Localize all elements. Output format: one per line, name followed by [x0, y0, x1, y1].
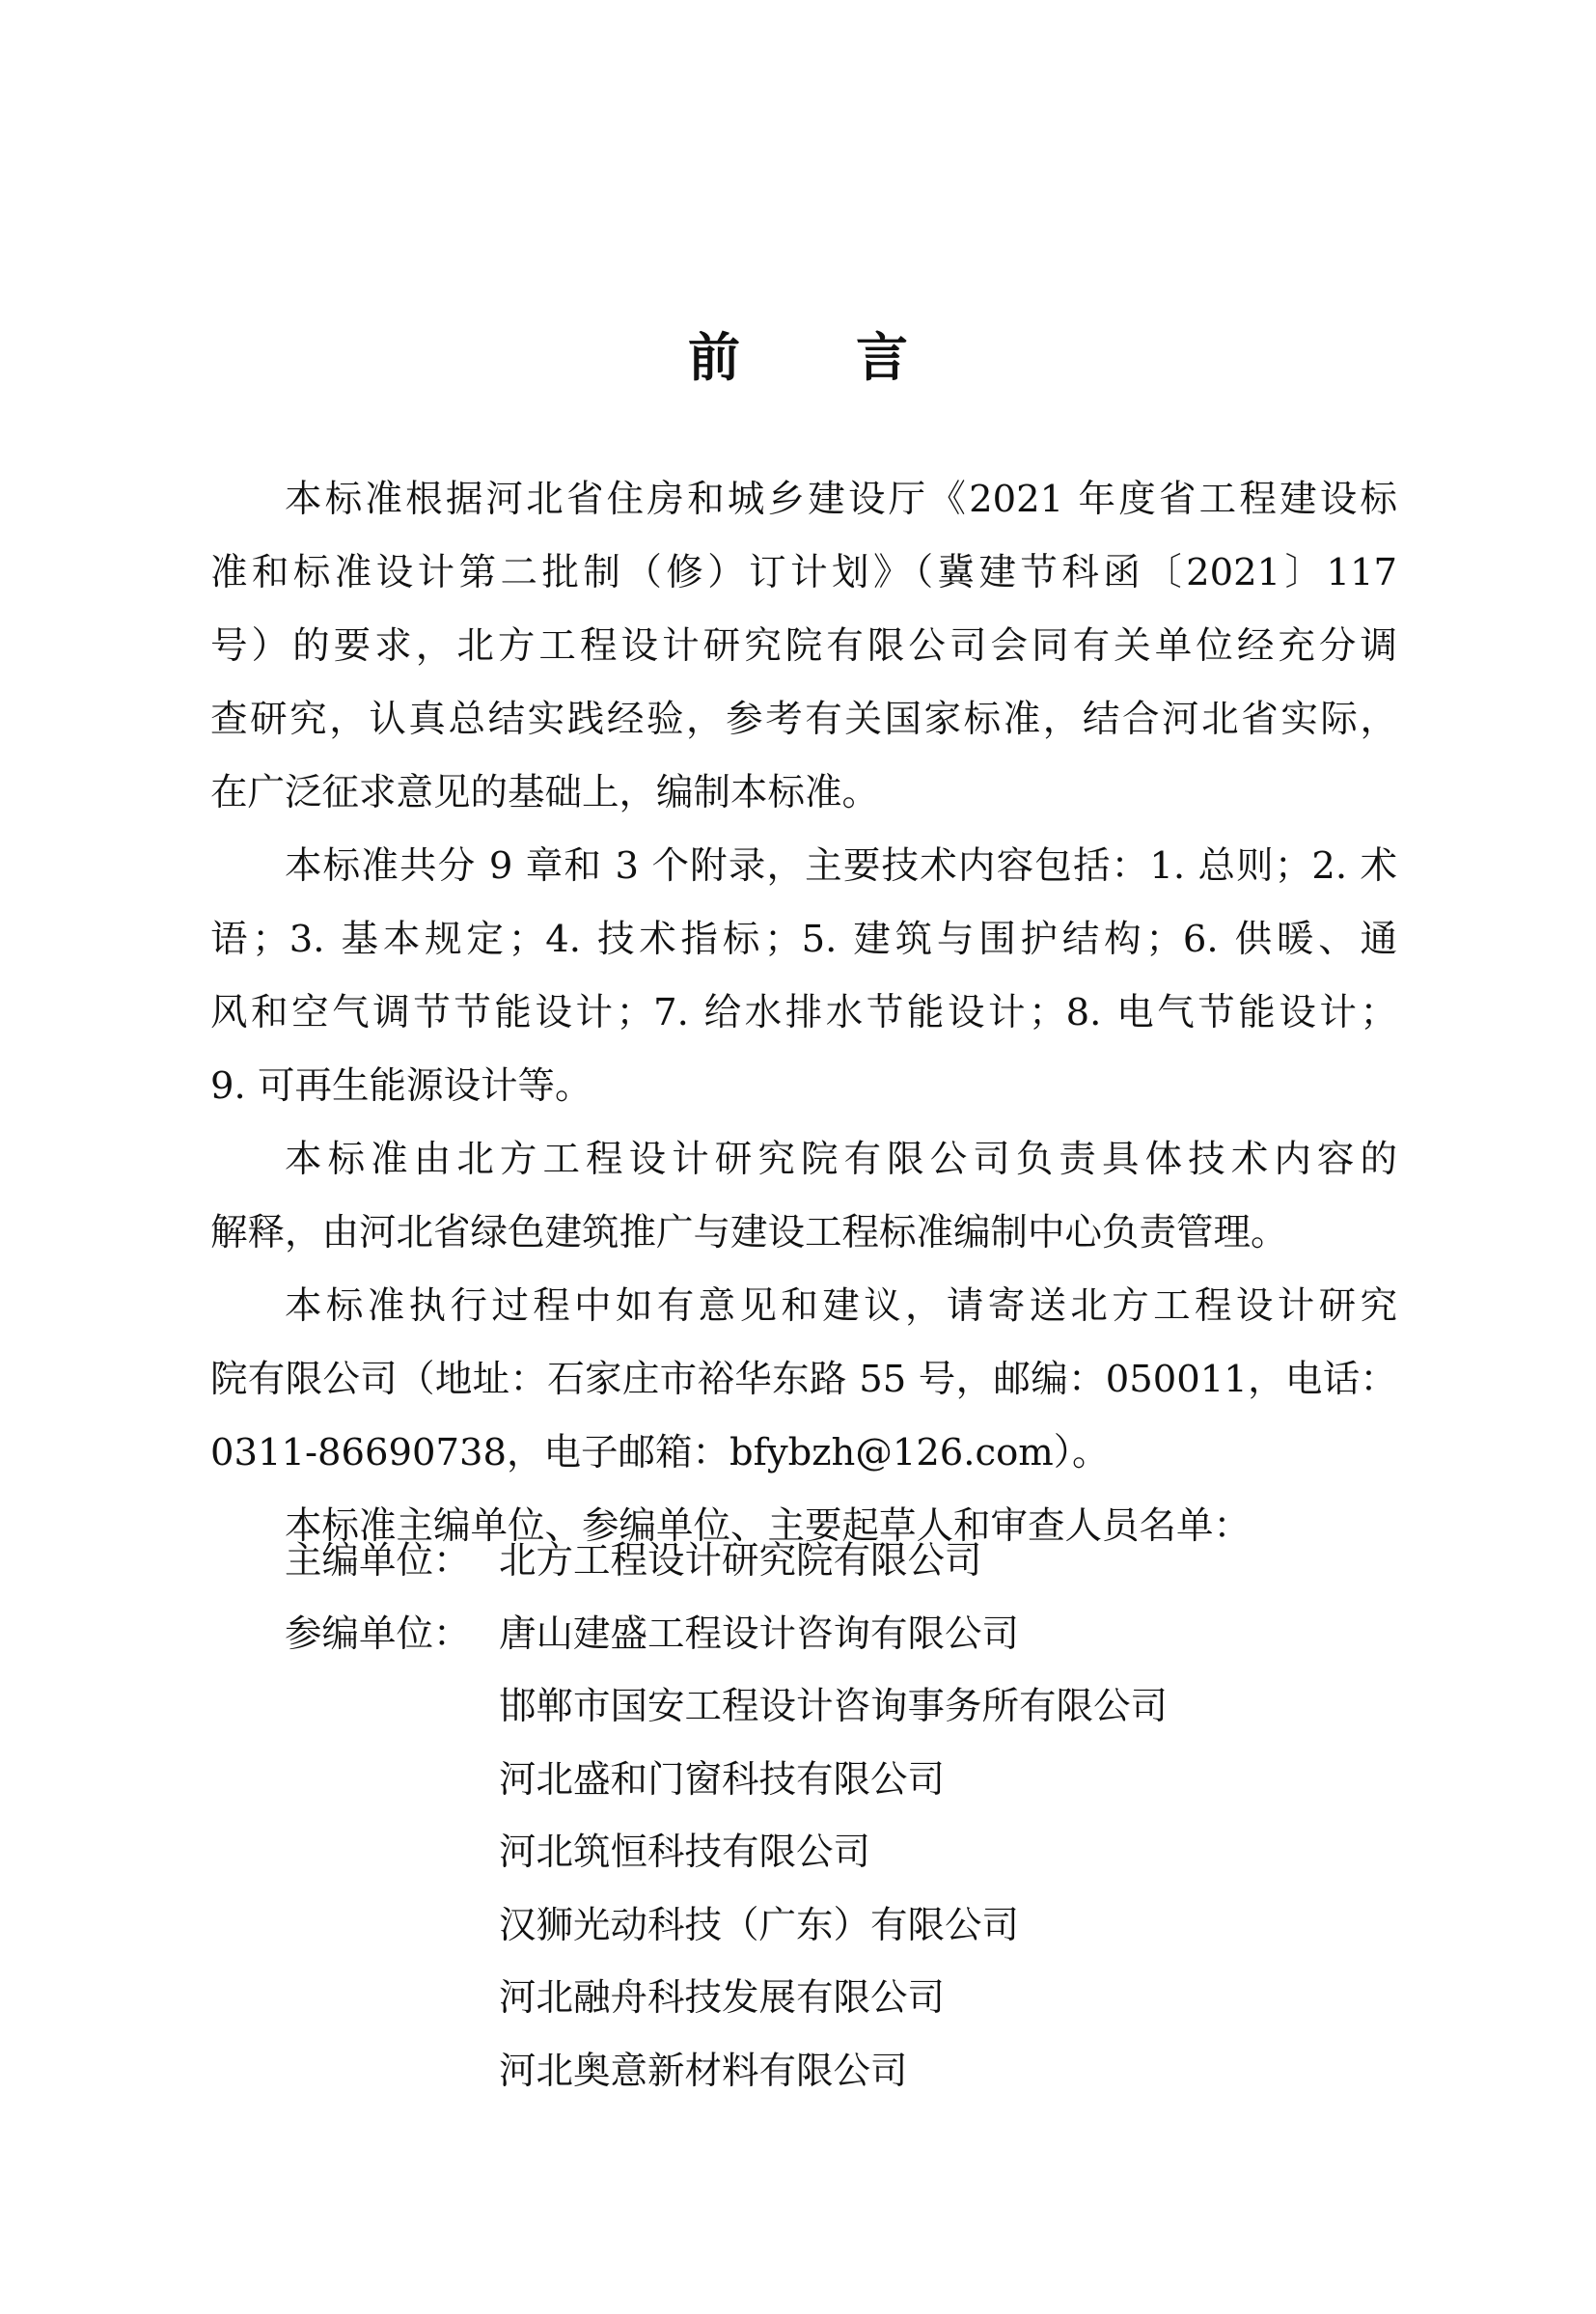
title-char-2: 言: [856, 326, 908, 388]
text-line: 查研究，认真总结实践经验，参考有关国家标准，结合河北省实际，: [210, 698, 1397, 741]
participating-unit-row: [0, 1598, 1596, 1671]
text-line: 在广泛征求意见的基础上，编制本标准。: [210, 771, 880, 814]
text-line: 本标准主编单位、参编单位、主要起草人和审查人员名单：: [285, 1504, 1252, 1548]
paragraph-2: [210, 830, 1397, 1123]
title-char-1: 前: [688, 326, 740, 388]
chief-unit-row: [0, 1525, 1596, 1598]
participating-unit-row: [0, 1889, 1596, 1963]
participating-unit-name: 汉狮光动科技（广东）有限公司: [499, 1903, 1020, 1947]
chief-unit-name: 北方工程设计研究院有限公司: [499, 1539, 982, 1583]
participating-unit-name: 唐山建盛工程设计咨询有限公司: [499, 1612, 1020, 1656]
text-line: 本标准由北方工程设计研究院有限公司负责具体技术内容的: [285, 1138, 1397, 1181]
paragraph-1: [210, 463, 1397, 830]
text-line: 准和标准设计第二批制（修）订计划》（冀建节科函〔2021〕117: [210, 551, 1397, 594]
participating-unit-row: [0, 1962, 1596, 2035]
text-line: 9. 可再生能源设计等。: [210, 1064, 592, 1108]
participating-unit-name: 邯郸市国安工程设计咨询事务所有限公司: [499, 1685, 1169, 1728]
participating-unit-row: [0, 1816, 1596, 1889]
participating-unit-row: [0, 1744, 1596, 1817]
participating-unit-name: 河北奥意新材料有限公司: [499, 2049, 908, 2093]
text-line: 本标准根据河北省住房和城乡建设厅《2021 年度省工程建设标: [285, 478, 1397, 521]
text-line: 本标准执行过程中如有意见和建议，请寄送北方工程设计研究: [285, 1284, 1397, 1328]
preface-body: [210, 463, 1397, 1563]
text-line: 号）的要求，北方工程设计研究院有限公司会同有关单位经充分调: [210, 624, 1397, 668]
chief-unit-label: 主编单位：: [285, 1539, 471, 1583]
text-line: 风和空气调节节能设计；7. 给水排水节能设计；8. 电气节能设计；: [210, 991, 1397, 1034]
text-line: 0311-86690738，电子邮箱：bfybzh@126.com）。: [210, 1431, 1110, 1474]
participating-unit-name: 河北盛和门窗科技有限公司: [499, 1757, 946, 1802]
participating-unit-name: 河北筑恒科技有限公司: [499, 1831, 871, 1874]
text-line: 本标准共分 9 章和 3 个附录，主要技术内容包括：1. 总则；2. 术: [285, 844, 1397, 888]
page-title: [0, 323, 1596, 391]
text-line: 院有限公司（地址：石家庄市裕华东路 55 号，邮编：050011，电话：: [210, 1358, 1397, 1401]
participating-unit-name: 河北融舟科技发展有限公司: [499, 1976, 946, 2020]
text-line: 解释，由河北省绿色建筑推广与建设工程标准编制中心负责管理。: [210, 1211, 1288, 1254]
participating-unit-row: [0, 1670, 1596, 1744]
paragraph-4: [210, 1270, 1397, 1490]
participating-unit-label: 参编单位：: [285, 1612, 471, 1656]
participating-unit-row: [0, 2035, 1596, 2108]
text-line: 语；3. 基本规定；4. 技术指标；5. 建筑与围护结构；6. 供暖、通: [210, 918, 1397, 961]
unit-list: [0, 1525, 1596, 2107]
paragraph-3: [210, 1123, 1397, 1270]
